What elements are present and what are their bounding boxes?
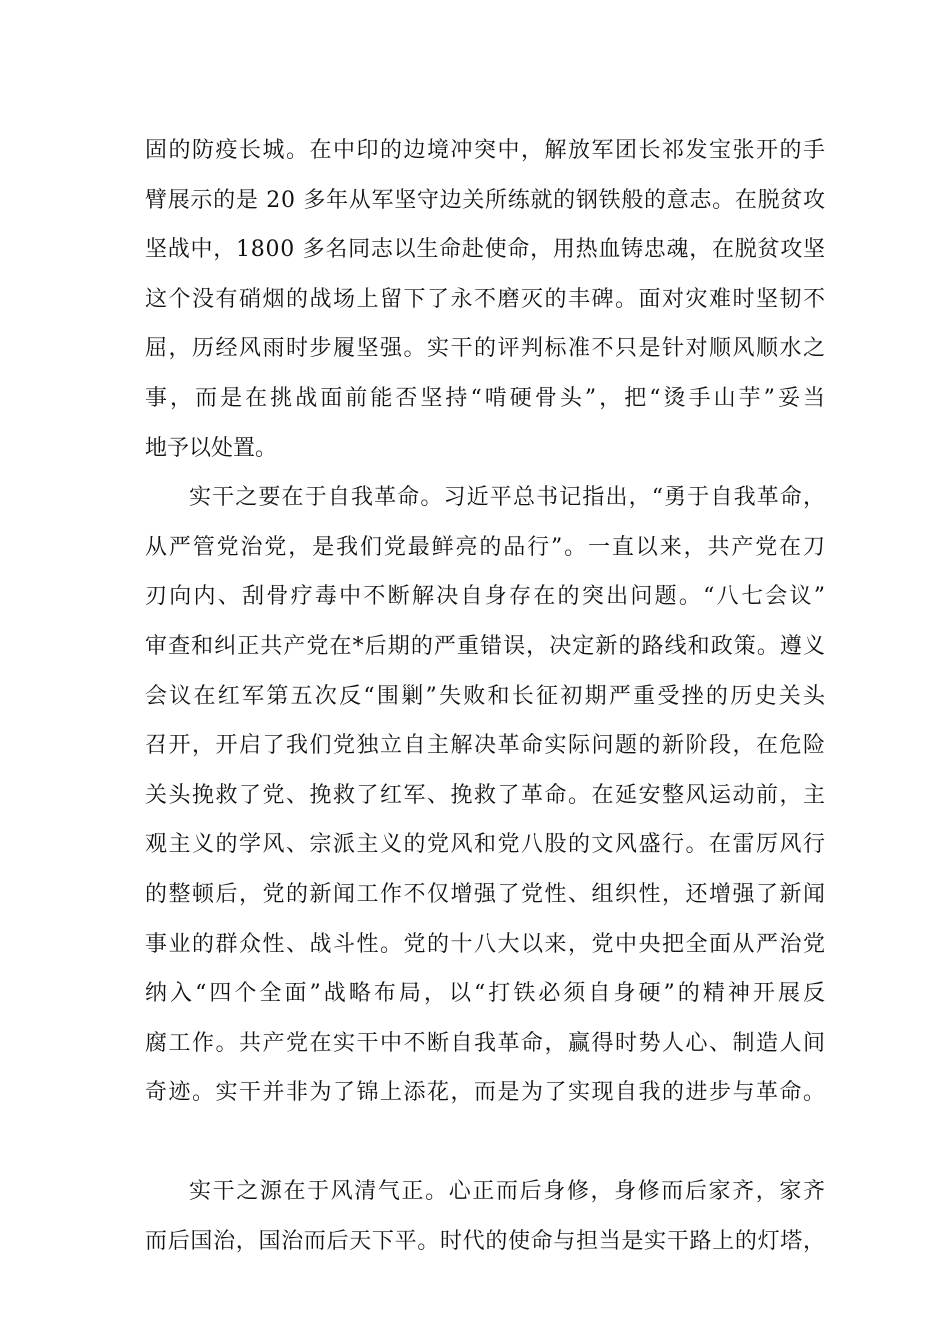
text-line: 地予以处置。 (145, 435, 278, 461)
text-line: 召开，开启了我们党独立自主解决革命实际问题的新阶段，在危险 (145, 733, 827, 759)
text-line: 从严管党治党，是我们党最鲜亮的品行”。一直以来，共产党在刀 (145, 534, 827, 560)
text-line (145, 1118, 825, 1168)
text-line: 刃向内、刮骨疗毒中不断解决自身存在的突出问题。“八七会议” (145, 584, 828, 610)
text-line: 的整顿后，党的新闻工作不仅增强了党性、组织性，还增强了新闻 (145, 881, 827, 907)
paragraph-1 (145, 126, 829, 473)
text-line: 坚战中，1800 多名同志以生命赴使命，用热血铸忠魂，在脱贫攻坚 (145, 237, 826, 263)
paragraph-2 (145, 473, 829, 1167)
text-line: 这个没有硝烟的战场上留下了永不磨灭的丰碑。面对灾难时坚韧不 (145, 286, 827, 312)
text-line: 而后国治，国治而后天下平。时代的使命与担当是实干路上的灯塔， (145, 1229, 826, 1255)
text-line: 实干之要在于自我革命。习近平总书记指出，“勇于自我革命， (189, 485, 827, 511)
text-line: 屈，历经风雨时步履坚强。实干的评判标准不只是针对顺风顺水之 (145, 336, 827, 362)
text-line: 审查和纠正共产党在*后期的严重错误，决定新的路线和政策。遵义 (145, 633, 827, 659)
document-body (145, 126, 829, 1267)
text-line: 事，而是在挑战面前能否坚持“啃硬骨头”，把“烫手山芋”妥当 (145, 385, 829, 411)
text-line: 纳入“四个全面”战略布局，以“打铁必须自身硬”的精神开展反 (145, 981, 829, 1007)
text-line: 事业的群众性、战斗性。党的十八大以来，党中央把全面从严治党 (145, 931, 827, 957)
text-line: 实干之源在于风清气正。心正而后身修，身修而后家齐，家齐 (189, 1179, 827, 1205)
text-line: 关头挽救了党、挽救了红军、挽救了革命。在延安整风运动前，主 (145, 782, 827, 808)
text-line: 腐工作。共产党在实干中不断自我革命，赢得时势人心、制造人间 (145, 1030, 827, 1056)
text-line: 固的防疫长城。在中印的边境冲突中，解放军团长祁发宝张开的手 (145, 138, 827, 163)
text-line: 奇迹。实干并非为了锦上添花，而是为了实现自我的进步与革命。 (145, 1080, 827, 1106)
paragraph-3 (145, 1167, 825, 1266)
text-line: 观主义的学风、宗派主义的党风和党八股的文风盛行。在雷厉风行 (145, 832, 827, 858)
text-line: 会议在红军第五次反“围剿”失败和长征初期严重受挫的历史关头 (145, 683, 828, 709)
text-line: 臂展示的是 20 多年从军坚守边关所练就的钢铁般的意志。在脱贫攻 (145, 187, 826, 213)
